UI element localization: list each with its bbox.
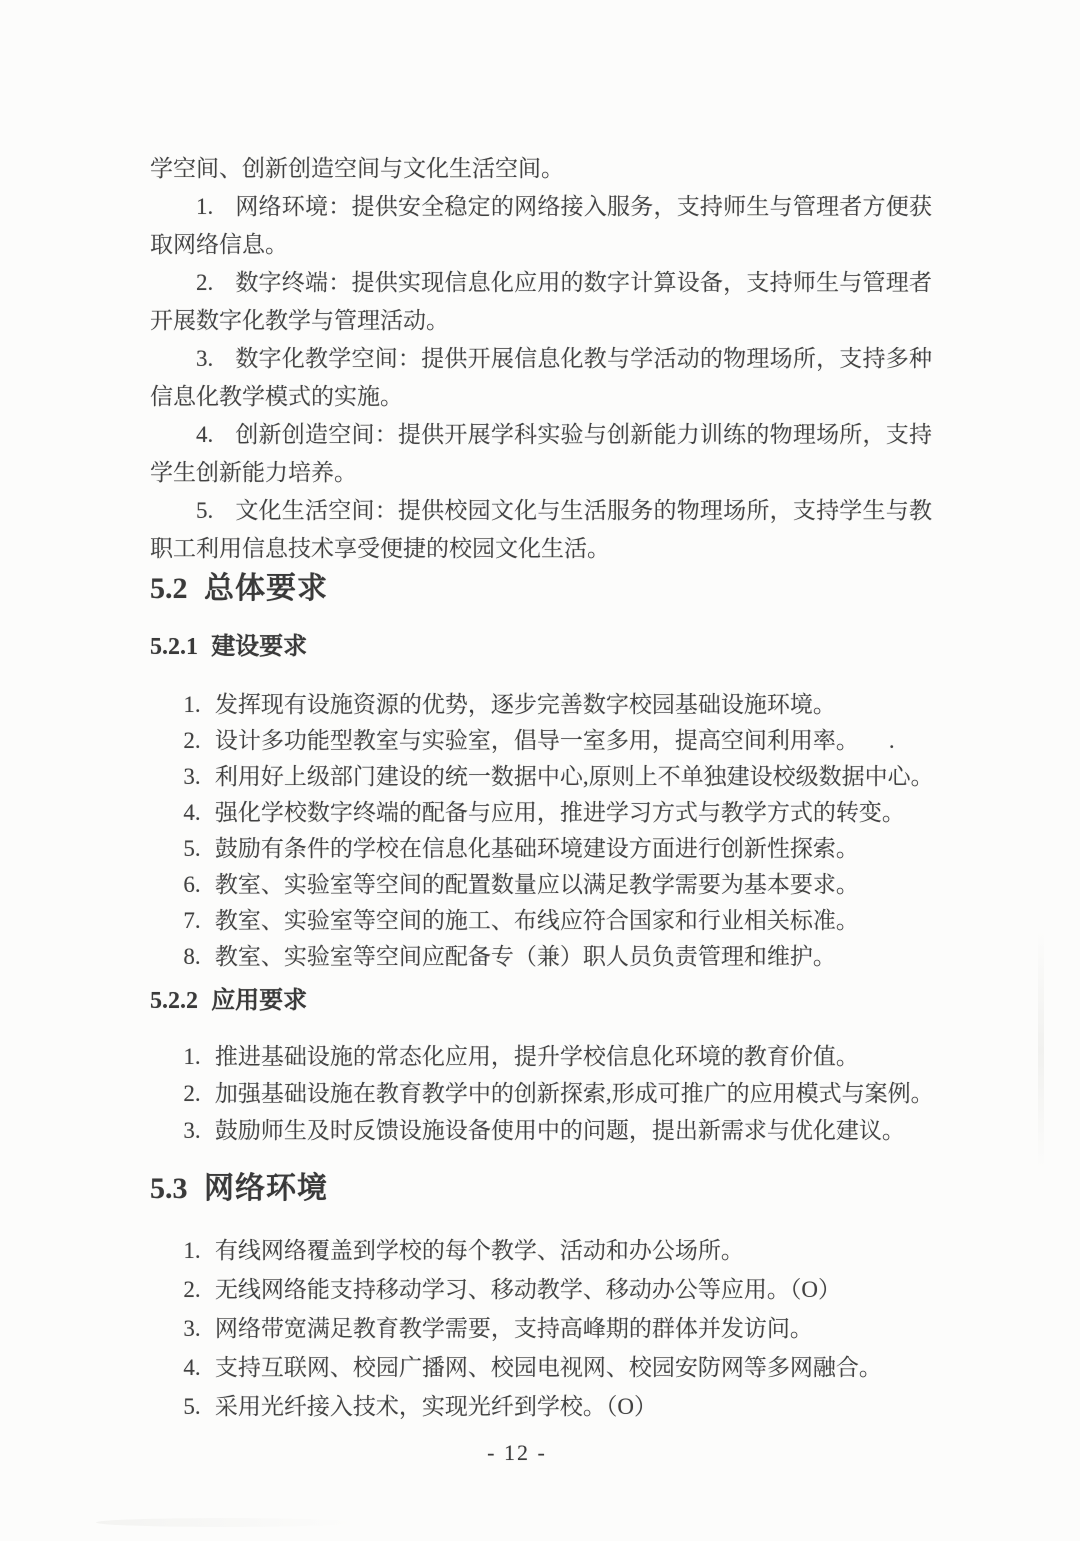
item-number: 1.: [196, 194, 214, 219]
subsection-heading-5-2-2: [150, 984, 932, 1018]
item-text: 教室、实验室等空间的配置数量应以满足教学需要为基本要求。: [214, 872, 859, 897]
list-item: [150, 831, 932, 867]
construction-requirements-list: [150, 687, 932, 975]
item-number: 7.: [183, 908, 201, 933]
heading-title: 总体要求: [204, 572, 328, 605]
item-text: 无线网络能支持移动学习、移动教学、移动办公等应用。（O）: [214, 1277, 841, 1302]
network-requirements-list: [150, 1231, 932, 1426]
item-text: 设计多功能型教室与实验室，倡导一室多用，提高空间利用率。: [214, 728, 859, 753]
item-number: 3.: [183, 1316, 201, 1341]
item-text: 推进基础设施的常态化应用，提升学校信息化环境的教育价值。: [214, 1044, 859, 1069]
item-text: 数字化教学空间：提供开展信息化教与学活动的物理场所，支持多种信息化教学模式的实施。: [150, 346, 932, 409]
item-text: 教室、实验室等空间应配备专（兼）职人员负责管理和维护。: [214, 944, 836, 969]
item-number: 2.: [183, 1277, 201, 1302]
item-number: 2.: [196, 270, 214, 295]
list-item: [150, 759, 932, 795]
list-item: [150, 1038, 932, 1075]
item-text: 鼓励师生及时反馈设施设备使用中的问题，提出新需求与优化建议。: [214, 1118, 905, 1143]
list-item: [150, 1387, 932, 1426]
heading-title: 建设要求: [211, 633, 308, 660]
paragraph-continuation: 学空间、创新创造空间与文化生活空间。: [150, 156, 564, 181]
item-text: 鼓励有条件的学校在信息化基础环境建设方面进行创新性探索。: [214, 836, 859, 861]
numbered-paragraph: [150, 340, 932, 416]
list-item: [150, 1309, 932, 1348]
item-number: 1.: [183, 1238, 201, 1263]
item-text: 教室、实验室等空间的施工、布线应符合国家和行业相关标准。: [214, 908, 859, 933]
heading-number: 5.2.2: [150, 988, 198, 1014]
item-number: 3.: [196, 346, 214, 371]
page-number: - 12 -: [487, 1440, 547, 1465]
item-number: 4.: [183, 800, 201, 825]
item-text: 利用好上级部门建设的统一数据中心,原则上不单独建设校级数据中心。: [214, 764, 934, 789]
item-number: 6.: [183, 872, 201, 897]
numbered-paragraph: [150, 188, 932, 264]
item-number: 4.: [183, 1355, 201, 1380]
list-item: [150, 1112, 932, 1149]
numbered-paragraph: [150, 492, 932, 568]
item-number: 2.: [183, 1081, 201, 1106]
item-number: 1.: [183, 692, 201, 717]
item-number: 4.: [196, 422, 214, 447]
list-item: [150, 687, 932, 723]
numbered-paragraph: [150, 416, 932, 492]
list-item: [150, 1231, 932, 1270]
item-number: 3.: [183, 764, 201, 789]
list-item: [150, 1348, 932, 1387]
item-text: 网络环境：提供安全稳定的网络接入服务，支持师生与管理者方便获取网络信息。: [150, 194, 932, 257]
item-text: 加强基础设施在教育教学中的创新探索,形成可推广的应用模式与案例。: [214, 1081, 934, 1106]
item-text: 数字终端：提供实现信息化应用的数字计算设备，支持师生与管理者开展数字化教学与管理活动。: [150, 270, 932, 333]
item-text: 发挥现有设施资源的优势，逐步完善数字校园基础设施环境。: [214, 692, 836, 717]
section-heading-5-3: [150, 1168, 932, 1210]
section-heading-5-2: [150, 568, 932, 610]
item-text: 有线网络覆盖到学校的每个教学、活动和办公场所。: [214, 1238, 744, 1263]
list-item: [150, 1075, 932, 1112]
item-text: 强化学校数字终端的配备与应用，推进学习方式与教学方式的转变。: [214, 800, 905, 825]
item-text: 网络带宽满足教育教学需要，支持高峰期的群体并发访问。: [214, 1316, 813, 1341]
item-number: 5.: [183, 836, 201, 861]
scan-artifact: [96, 1518, 356, 1527]
numbered-paragraph: [150, 264, 932, 340]
scan-artifact: [1038, 930, 1044, 1170]
heading-title: 网络环境: [204, 1172, 328, 1205]
item-number: 5.: [183, 1394, 201, 1419]
page-content: [150, 150, 932, 1468]
heading-number: 5.2.1: [150, 634, 198, 660]
heading-number: 5.2: [150, 572, 188, 605]
scan-dot-artifact: .: [888, 728, 895, 753]
item-number: 2.: [183, 728, 201, 753]
list-item: [150, 903, 932, 939]
item-text: 文化生活空间：提供校园文化与生活服务的物理场所，支持学生与教职工利用信息技术享受便捷的校园文化生活。: [150, 498, 932, 561]
list-item: [150, 723, 932, 759]
application-requirements-list: [150, 1038, 932, 1149]
list-item: [150, 1270, 932, 1309]
list-item: [150, 939, 932, 975]
list-item: [150, 795, 932, 831]
item-text: 采用光纤接入技术，实现光纤到学校。（O）: [214, 1394, 657, 1419]
item-number: 8.: [183, 944, 201, 969]
item-number: 5.: [196, 498, 214, 523]
heading-number: 5.3: [150, 1172, 188, 1205]
item-text: 支持互联网、校园广播网、校园电视网、校园安防网等多网融合。: [214, 1355, 882, 1380]
subsection-heading-5-2-1: [150, 630, 932, 664]
item-number: 1.: [183, 1044, 201, 1069]
item-number: 3.: [183, 1118, 201, 1143]
list-item: [150, 867, 932, 903]
heading-title: 应用要求: [211, 987, 308, 1014]
item-text: 创新创造空间：提供开展学科实验与创新能力训练的物理场所，支持学生创新能力培养。: [150, 422, 932, 485]
